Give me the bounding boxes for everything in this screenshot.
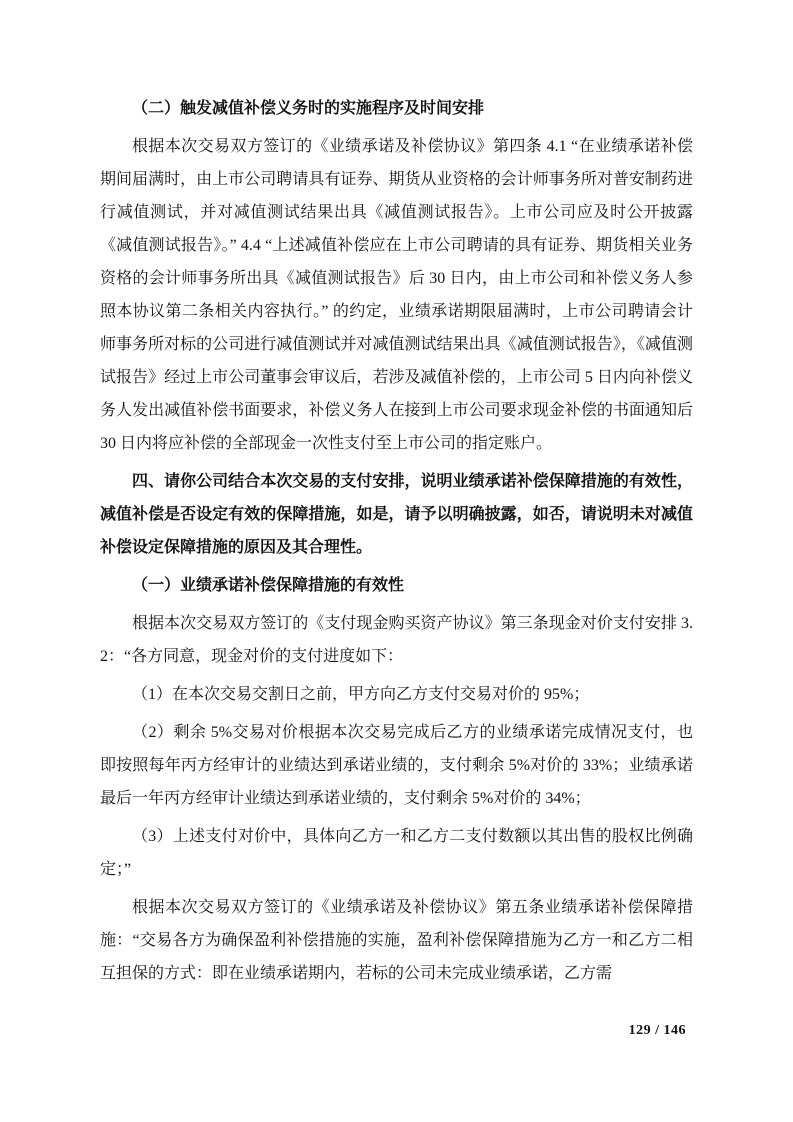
page-number: 129 / 146	[628, 1023, 686, 1038]
paragraph-item-3: （3）上述支付对价中，具体向乙方一和乙方二支付数额以其出售的股权比例确定；”	[100, 828, 693, 878]
paragraph-guarantee-measures: 根据本次交易双方签订的《业绩承诺及补偿协议》第五条业绩承诺补偿保障措施：“交易各方为确保盈利补偿措施的实施，盈利补偿保障措施为乙方一和乙方二相互担保的方式：即在业绩承诺期内，若标的公司未完成业绩承诺，乙方需	[100, 899, 693, 982]
document-content	[100, 92, 693, 995]
paragraph-item-2: （2）剩余 5%交易对价根据本次交易完成后乙方的业绩承诺完成情况支付，也即按照每年丙方经审计的业绩达到承诺业绩的，支付剩余 5%对价的 33%；业绩承诺最后一年丙方经审计业绩达到承诺业绩的，支付剩余 5%对价的 34%；	[100, 724, 693, 807]
section-heading-one: （一）业绩承诺补偿保障措施的有效性	[132, 577, 405, 594]
paragraph-payment-intro: 根据本次交易双方签订的《支付现金购买资产协议》第三条现金对价支付安排 3.2：“各方同意，现金对价的支付进度如下：	[100, 615, 693, 665]
question-heading-four: 四、请你公司结合本次交易的支付安排，说明业绩承诺补偿保障措施的有效性，减值补偿是否设定有效的保障措施，如是，请予以明确披露，如否，请说明未对减值补偿设定保障措施的原因及其合理性。	[100, 473, 693, 556]
paragraph-item-1: （1）在本次交易交割日之前，甲方向乙方支付交易对价的 95%；	[132, 686, 590, 703]
section-heading-two: （二）触发减值补偿义务时的实施程序及时间安排	[132, 100, 485, 117]
paragraph-implementation-procedure: 根据本次交易双方签订的《业绩承诺及补偿协议》第四条 4.1 “在业绩承诺补偿期间届满时，由上市公司聘请具有证券、期货从业资格的会计师事务所对普安制药进行减值测试，并对减值测试结果出具《减值测试报告》。上市公司应及时公开披露《减值测试报告》。” 4.4 “上述减值补偿应在上市公司聘请的具有证券、期货相关业务资格的会计师事务所出具《减值测试报告》后 30 日内，由上市公司和补偿义务人参照本协议第二条相关内容执行。” 的约定，业绩承诺期限届满时，上市公司聘请会计师事务所对标的公司进行减值测试并对减值测试结果出具《减值测试报告》，《减值测试报告》经过上市公司董事会审议后，若涉及减值补偿的，上市公司 5 日内向补偿义务人发出减值补偿书面要求，补偿义务人在接到上市公司要求现金补偿的书面通知后 30 日内将应补偿的全部现金一次性支付至上市公司的指定账户。	[100, 138, 693, 452]
